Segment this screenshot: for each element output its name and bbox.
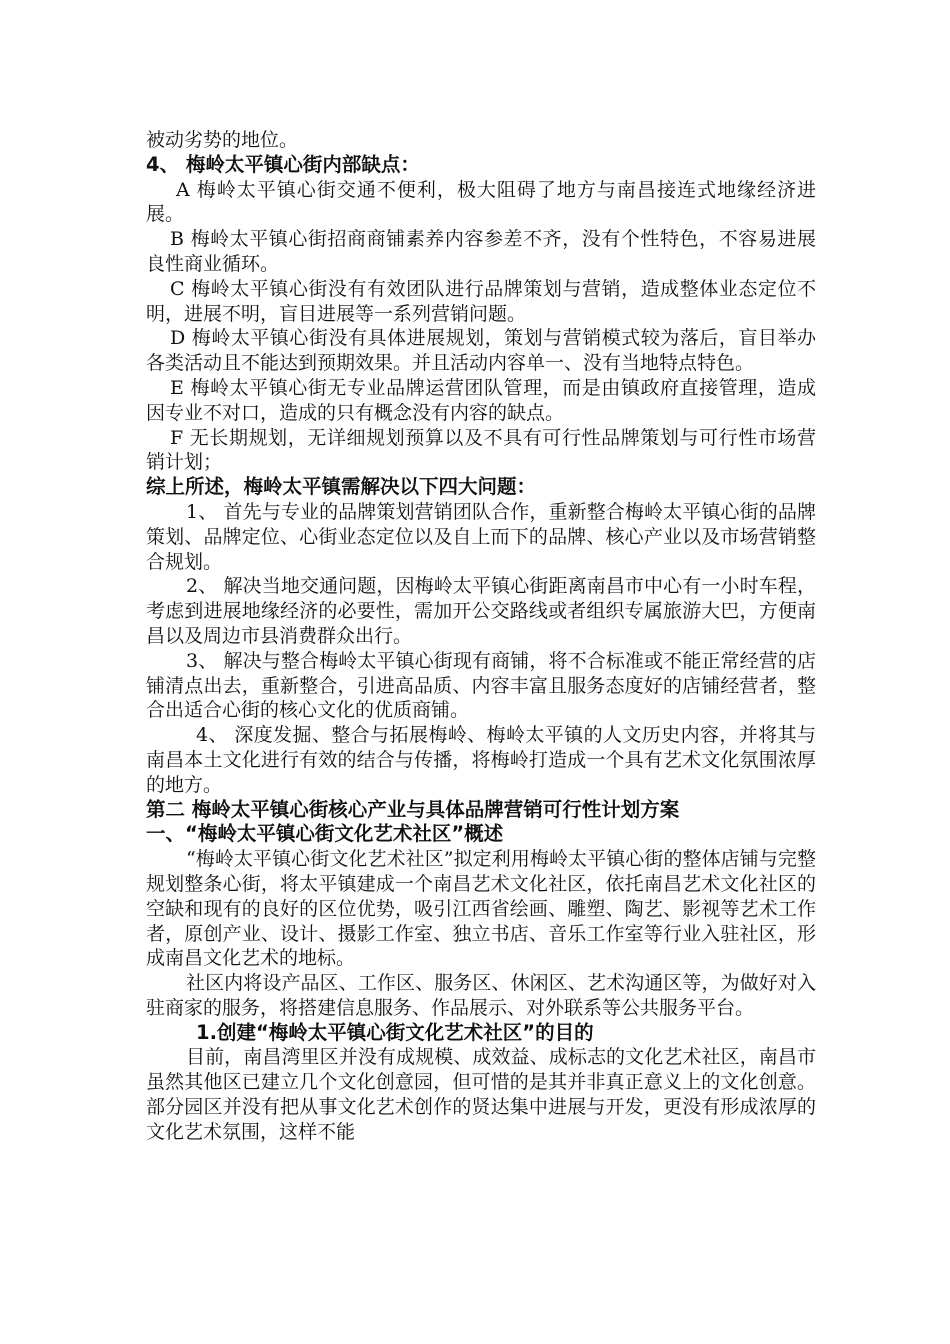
- paragraph-weakness-e: E 梅岭太平镇心街无专业品牌运营团队管理，而是由镇政府直接管理，造成因专业不对口，造成的只有概念没有内容的缺点。: [146, 376, 816, 424]
- paragraph-intro: 被动劣势的地位。: [146, 129, 299, 151]
- paragraph-purpose: 目前，南昌湾里区并没有成规模、成效益、成标志的文化艺术社区，南昌市虽然其他区已建立几个文化创意园，但可惜的是其并非真正意义上的文化创意。部分园区并没有把从事文化艺术创作的贤达集中进展与开发，更没有形成浓厚的文化艺术氛围，这样不能: [146, 1046, 816, 1143]
- paragraph-weakness-a: A 梅岭太平镇心街交通不便利，极大阻碍了地方与南昌接连式地缘经济进展。: [146, 178, 816, 226]
- paragraph-weakness-f: F 无长期规划，无详细规划预算以及不具有可行性品牌策划与可行性市场营销计划；: [146, 426, 816, 474]
- heading-purpose: 1.创建“梅岭太平镇心街文化艺术社区”的目的: [196, 1020, 594, 1044]
- paragraph-problem-1: 1、 首先与专业的品牌策划营销团队合作，重新整合梅岭太平镇心街的品牌策划、品牌定位、心街业态定位以及自上而下的品牌、核心产业以及市场营销整合规划。: [146, 500, 816, 573]
- heading-summary: 综上所述，梅岭太平镇需解决以下四大问题：: [146, 475, 537, 499]
- paragraph-problem-2: 2、 解决当地交通问题，因梅岭太平镇心街距离南昌市中心有一小时车程，考虑到进展地缘经济的必要性，需加开公交路线或者组织专属旅游大巴，方便南昌以及周边市县消费群众出行。: [146, 575, 816, 647]
- paragraph-weakness-c: C 梅岭太平镇心街没有有效团队进行品牌策划与营销，造成整体业态定位不明，进展不明，盲目进展等一系列营销问题。: [146, 277, 816, 325]
- heading-overview: 一、“梅岭太平镇心街文化艺术社区”概述: [146, 822, 504, 846]
- paragraph-weakness-b: B 梅岭太平镇心街招商商铺素养内容参差不齐，没有个性特色，不容易进展良性商业循环。: [146, 228, 816, 275]
- paragraph-overview-2: 社区内将设产品区、工作区、服务区、休闲区、艺术沟通区等，为做好对入驻商家的服务，将搭建信息服务、作品展示、对外联系等公共服务平台。: [146, 972, 816, 1019]
- heading-part-two: 第二 梅岭太平镇心街核心产业与具体品牌营销可行性计划方案: [146, 797, 680, 821]
- paragraph-problem-3: 3、 解决与整合梅岭太平镇心街现有商铺，将不合标准或不能正常经营的店铺清点出去，重新整合，引进高品质、内容丰富且服务态度好的店铺经营者，整合出适合心街的核心文化的优质商铺。: [146, 649, 816, 722]
- paragraph-overview-1: “梅岭太平镇心街文化艺术社区”拟定利用梅岭太平镇心街的整体店铺与完整规划整条心街，将太平镇建成一个南昌艺术文化社区，依托南昌艺术文化社区的空缺和现有的良好的区位优势，吸引江西省绘画、雕塑、陶艺、影视等艺术工作者，原创产业、设计、摄影工作室、独立书店、音乐工作室等行业入驻社区，形成南昌文化艺术的地标。: [146, 848, 816, 970]
- document-body: [146, 128, 816, 1145]
- paragraph-weakness-d: D 梅岭太平镇心街没有具体进展规划，策划与营销模式较为落后，盲目举办各类活动且不能达到预期效果。并且活动内容单一、没有当地特点特色。: [146, 327, 816, 375]
- heading-internal-weaknesses: 4、 梅岭太平镇心街内部缺点：: [146, 152, 420, 176]
- paragraph-problem-4: 4、 深度发掘、整合与拓展梅岭、梅岭太平镇的人文历史内容，并将其与南昌本土文化进行有效的结合与传播，将梅岭打造成一个具有艺术文化氛围浓厚的地方。: [146, 724, 816, 796]
